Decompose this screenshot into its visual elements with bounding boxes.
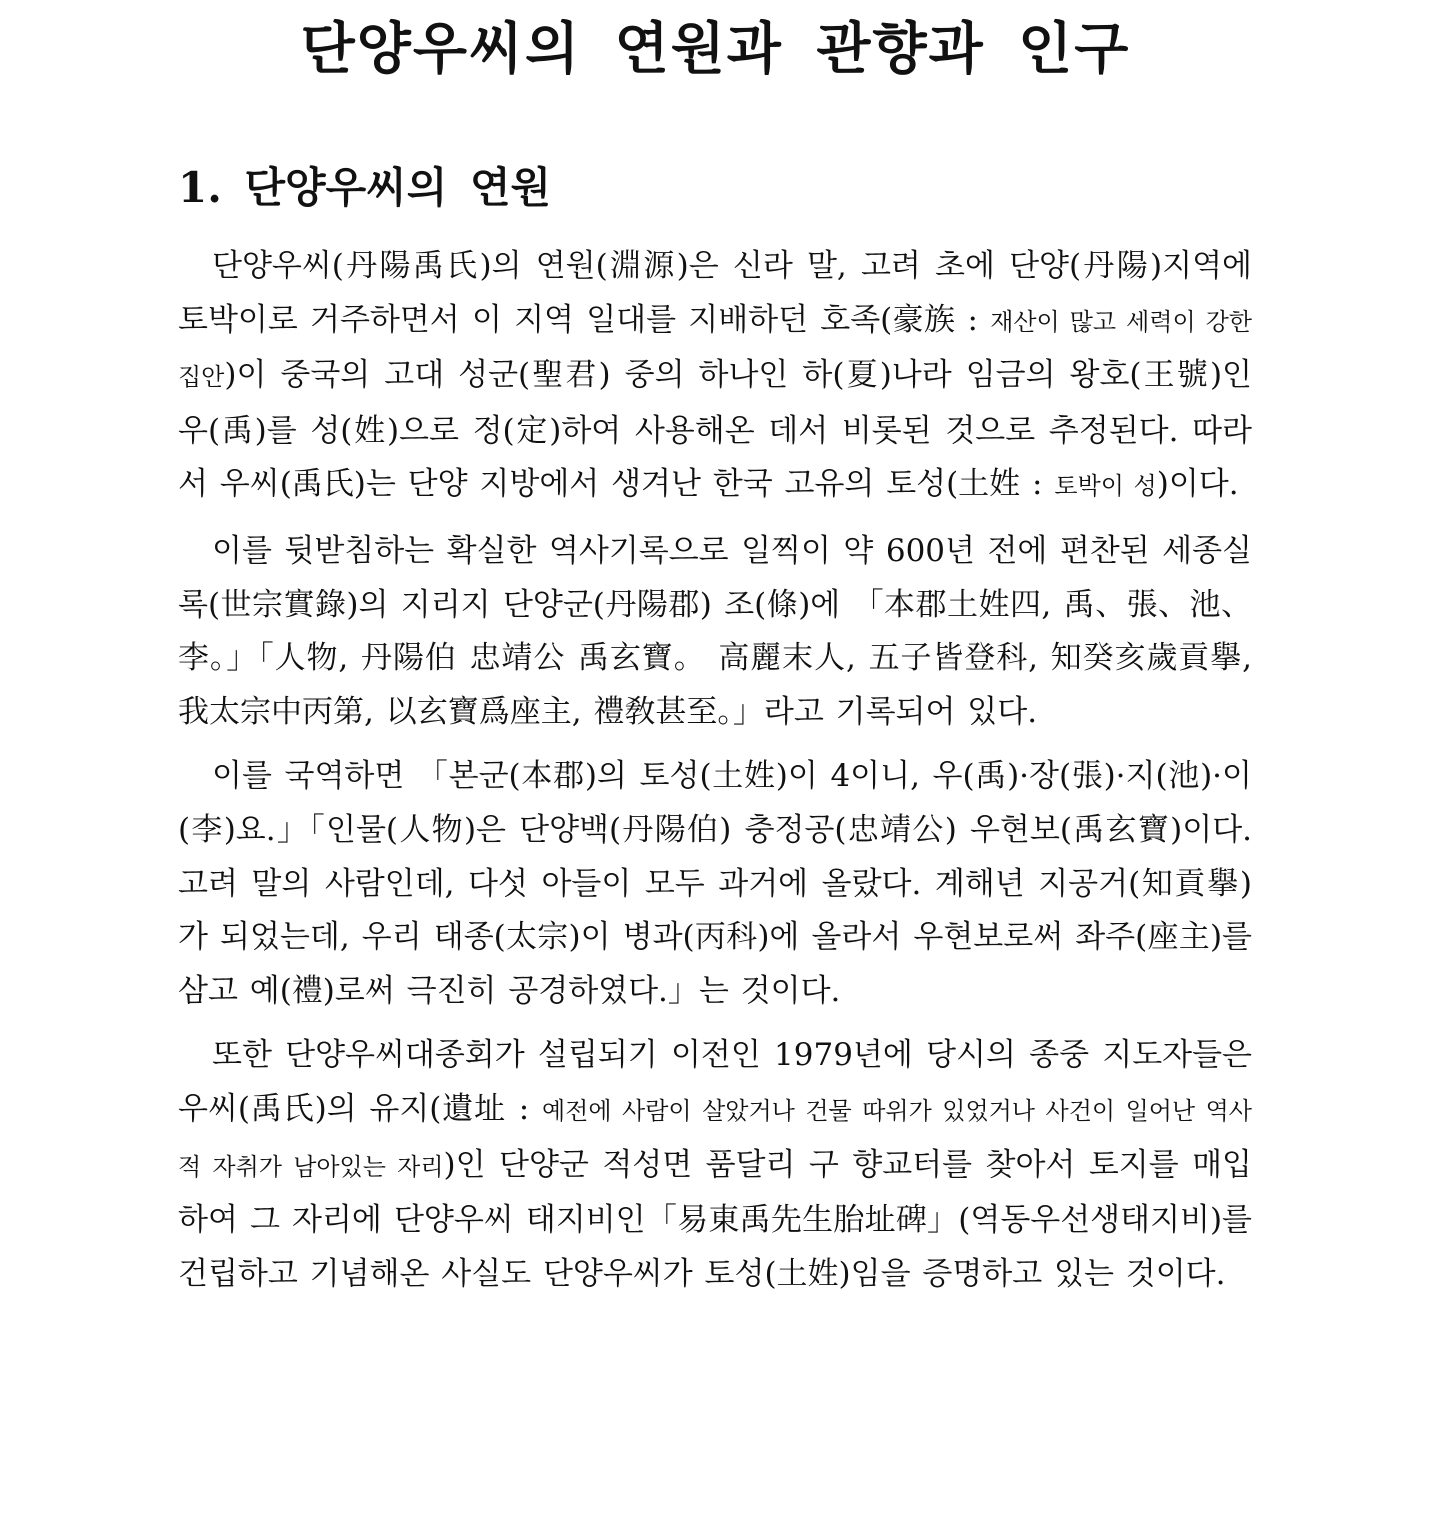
- annotation-text: 예전에 사람이 살았거나 건물 따위가 있었거나 사건이 일어난 역사적 자취가 남아있는 자리: [178, 1096, 1252, 1181]
- paragraph-text: 단양우씨(丹陽禹氏)의 연원(淵源)은 신라 말, 고려 초에 단양(丹陽)지역에 토박이로 거주하면서 이 지역 일대를 지배하던 호족(豪族 :: [178, 248, 1252, 338]
- paragraph-text: )이 중국의 고대 성군(聖君) 중의 하나인 하(夏)나라 임금의 왕호(王號)인 우(禹)를 성(姓)으로 정(定)하여 사용해온 데서 비롯된 것으로 추정된다. 따라서 우씨(禹氏)는 단양 지방에서 생겨난 한국 고유의 토성(土姓 :: [178, 357, 1252, 503]
- annotation-text: 재산이 많고 세력이 강한 집안: [178, 307, 1252, 392]
- paragraph-sejong-sillok: 이를 뒷받침하는 확실한 역사기록으로 일찍이 약 600년 전에 편찬된 세종실록(世宗實錄)의 지리지 단양군(丹陽郡) 조(條)에 「本郡土姓四, 禹、張、池、李。」「人物, 丹陽伯 忠靖公 禹玄寶。 高麗末人, 五子皆登科, 知癸亥歲貢擧, 我太宗中丙第, 以玄寶爲座主, 禮敎甚至。」라고 기록되어 있다.: [178, 532, 1252, 730]
- annotation-text: 토박이 성: [1054, 472, 1157, 501]
- paragraph-text: 또한 단양우씨대종회가 설립되기 이전인 1979년에 당시의 종중 지도자들은 우씨(禹氏)의 유지(遺址 :: [178, 1037, 1252, 1127]
- paragraph-monument: [178, 1029, 1252, 1301]
- document-body: [178, 240, 1252, 1312]
- paragraph-origin: [178, 240, 1252, 514]
- paragraph-text: )이다.: [1156, 466, 1239, 503]
- section-heading: 1. 단양우씨의 연원: [178, 163, 552, 212]
- paragraph-translation: 이를 국역하면 「본군(本郡)의 토성(土姓)이 4이니, 우(禹)·장(張)·지(池)·이(李)요.」「인물(人物)은 단양백(丹陽伯) 충정공(忠靖公) 우현보(禹玄寶)이다. 고려 말의 사람인데, 다섯 아들이 모두 과거에 올랐다. 계해년 지공거(知貢擧)가 되었는데, 우리 태종(太宗)이 병과(丙科)에 올라서 우현보로써 좌주(座主)를 삼고 예(禮)로써 극진히 공경하였다.」는 것이다.: [178, 758, 1252, 1009]
- document-title: 단양우씨의 연원과 관향과 인구: [300, 16, 1131, 82]
- paragraph-text: )인 단양군 적성면 품달리 구 향교터를 찾아서 토지를 매입하여 그 자리에 단양우씨 태지비인「易東禹先生胎址碑」(역동우선생태지비)를 건립하고 기념해온 사실도 단양우씨가 토성(土姓)임을 증명하고 있는 것이다.: [178, 1146, 1252, 1292]
